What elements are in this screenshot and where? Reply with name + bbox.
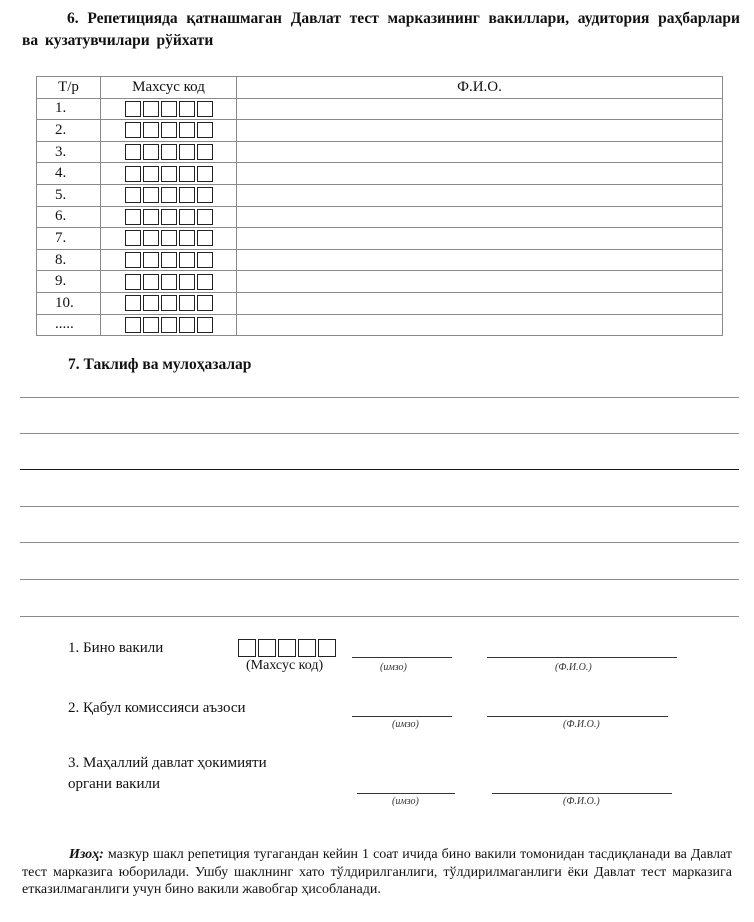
full-name-caption-3: (Ф.И.О.) [563,796,600,807]
local-government-rep-label-line2: органи вакили [68,776,160,792]
row-number: 9. [37,271,101,293]
comment-line-1[interactable] [20,397,739,398]
row-number: 5. [37,184,101,206]
code-box[interactable] [197,274,213,290]
table-row [37,271,723,293]
full-name-cell[interactable] [237,120,723,142]
table-row [37,141,723,163]
note-text: мазкур шакл репетиция тугагандан кейин 1 соат ичида бино вакили томонидан тасдиқланади ва Давлат тест марказига юборилади. Ушбу шаклнинг хато тўлдирилганлиги, тўлдирилмаганлиги ёки Давлат тест марказига етказилмаганлиги учун бино вакили жавобгар ҳисобланади. [22,847,732,897]
row-number: 2. [37,120,101,142]
header-special-code: Махсус код [101,77,237,99]
code-box[interactable] [179,252,195,268]
code-box[interactable] [125,144,141,160]
code-box[interactable] [125,187,141,203]
code-box[interactable] [161,209,177,225]
header-full-name: Ф.И.О. [237,77,723,99]
code-box[interactable] [161,230,177,246]
code-box[interactable] [197,252,213,268]
comment-line-5[interactable] [20,542,739,543]
code-box[interactable] [179,144,195,160]
full-name-cell[interactable] [237,141,723,163]
special-code-cell [101,120,237,142]
special-code-cell [101,184,237,206]
code-box[interactable] [161,317,177,333]
comment-line-4[interactable] [20,506,739,507]
row-number: 8. [37,249,101,271]
code-boxes[interactable] [101,228,236,249]
building-representative-label: 1. Бино вакили [68,640,164,656]
code-box[interactable] [125,166,141,182]
special-code-cell [101,292,237,314]
row-number: 1. [37,98,101,120]
full-name-caption-1: (Ф.И.О.) [555,662,592,673]
code-box[interactable] [238,639,256,657]
absent-staff-table [36,76,723,336]
code-box[interactable] [161,274,177,290]
note-paragraph [22,846,732,899]
special-code-cell [101,271,237,293]
table-row [37,206,723,228]
code-boxes[interactable] [101,99,236,120]
full-name-caption-2: (Ф.И.О.) [563,719,600,730]
code-box[interactable] [161,187,177,203]
code-box[interactable] [125,230,141,246]
admission-commission-member-label: 2. Қабул комиссияси аъзоси [68,700,246,716]
code-box[interactable] [197,317,213,333]
row-number: 7. [37,228,101,250]
signature-caption-2: (имзо) [392,719,419,730]
building-rep-code-boxes[interactable] [238,639,336,657]
code-box[interactable] [125,295,141,311]
code-box[interactable] [143,252,159,268]
code-box[interactable] [143,209,159,225]
full-name-line-2[interactable] [487,716,668,717]
full-name-cell[interactable] [237,271,723,293]
special-code-cell [101,98,237,120]
code-box[interactable] [143,295,159,311]
row-number: 3. [37,141,101,163]
code-box[interactable] [197,209,213,225]
code-boxes[interactable] [101,293,236,314]
table-row [37,98,723,120]
code-box[interactable] [125,101,141,117]
full-name-cell[interactable] [237,184,723,206]
code-box[interactable] [161,101,177,117]
code-box[interactable] [179,295,195,311]
code-box[interactable] [161,295,177,311]
signature-line-2[interactable] [352,716,452,717]
section-6-title: 6. Репетицияда қатнашмаган Давлат тест марказининг вакиллари, аудитория раҳбарлари ва кузатувчилари рўйхати [22,10,740,49]
full-name-cell[interactable] [237,98,723,120]
full-name-cell[interactable] [237,163,723,185]
special-code-cell [101,314,237,336]
code-box[interactable] [125,274,141,290]
full-name-cell[interactable] [237,314,723,336]
code-boxes[interactable] [101,163,236,184]
code-box[interactable] [197,230,213,246]
code-box[interactable] [179,209,195,225]
signature-caption-1: (имзо) [380,662,407,673]
table-row [37,184,723,206]
code-box[interactable] [143,144,159,160]
code-box[interactable] [179,166,195,182]
code-boxes[interactable] [101,142,236,163]
note-label: Изоҳ: [69,847,104,862]
code-boxes[interactable] [101,271,236,292]
table-row [37,249,723,271]
row-number: 6. [37,206,101,228]
signature-caption-3: (имзо) [392,796,419,807]
code-boxes[interactable] [101,120,236,141]
section-7-title: 7. Таклиф ва мулоҳазалар [68,356,252,373]
comment-line-3[interactable] [20,469,739,470]
code-box[interactable] [179,317,195,333]
code-boxes[interactable] [101,207,236,228]
comment-line-6[interactable] [20,579,739,580]
code-box[interactable] [179,122,195,138]
row-number: 10. [37,292,101,314]
table-row [37,163,723,185]
table-row [37,120,723,142]
table-row [37,314,723,336]
full-name-cell[interactable] [237,292,723,314]
code-box[interactable] [161,144,177,160]
code-box[interactable] [143,101,159,117]
code-box[interactable] [179,230,195,246]
code-box[interactable] [197,187,213,203]
code-boxes[interactable] [101,185,236,206]
code-box[interactable] [143,230,159,246]
local-government-rep-label-line1: 3. Маҳаллий давлат ҳокимияти [68,755,267,771]
code-box[interactable] [278,639,296,657]
special-code-cell [101,249,237,271]
full-name-cell[interactable] [237,249,723,271]
code-box[interactable] [143,166,159,182]
comment-line-7[interactable] [20,616,739,617]
code-box[interactable] [125,252,141,268]
code-box[interactable] [143,317,159,333]
code-box[interactable] [258,639,276,657]
signature-line-3[interactable] [357,793,455,794]
special-code-caption: (Махсус код) [246,658,324,673]
row-number: 4. [37,163,101,185]
code-box[interactable] [179,274,195,290]
code-box[interactable] [125,317,141,333]
code-box[interactable] [143,187,159,203]
signature-line-1[interactable] [352,657,452,658]
table-row [37,228,723,250]
code-box[interactable] [143,122,159,138]
full-name-line-1[interactable] [487,657,677,658]
header-number: Т/р [37,77,101,99]
code-box[interactable] [197,101,213,117]
code-box[interactable] [298,639,316,657]
code-boxes[interactable] [101,250,236,271]
code-box[interactable] [125,209,141,225]
full-name-cell[interactable] [237,206,723,228]
table-header-row [37,77,723,99]
code-box[interactable] [197,122,213,138]
table-row [37,292,723,314]
code-box[interactable] [143,274,159,290]
code-box[interactable] [197,295,213,311]
code-box[interactable] [197,166,213,182]
code-box[interactable] [179,101,195,117]
code-box[interactable] [161,122,177,138]
code-box[interactable] [197,144,213,160]
full-name-line-3[interactable] [492,793,672,794]
special-code-cell [101,163,237,185]
special-code-cell [101,141,237,163]
code-box[interactable] [179,187,195,203]
special-code-cell [101,206,237,228]
code-box[interactable] [161,252,177,268]
code-box[interactable] [125,122,141,138]
special-code-cell [101,228,237,250]
full-name-cell[interactable] [237,228,723,250]
code-box[interactable] [161,166,177,182]
row-number: ..... [37,314,101,336]
code-boxes[interactable] [101,315,236,336]
comment-line-2[interactable] [20,433,739,434]
code-box[interactable] [318,639,336,657]
